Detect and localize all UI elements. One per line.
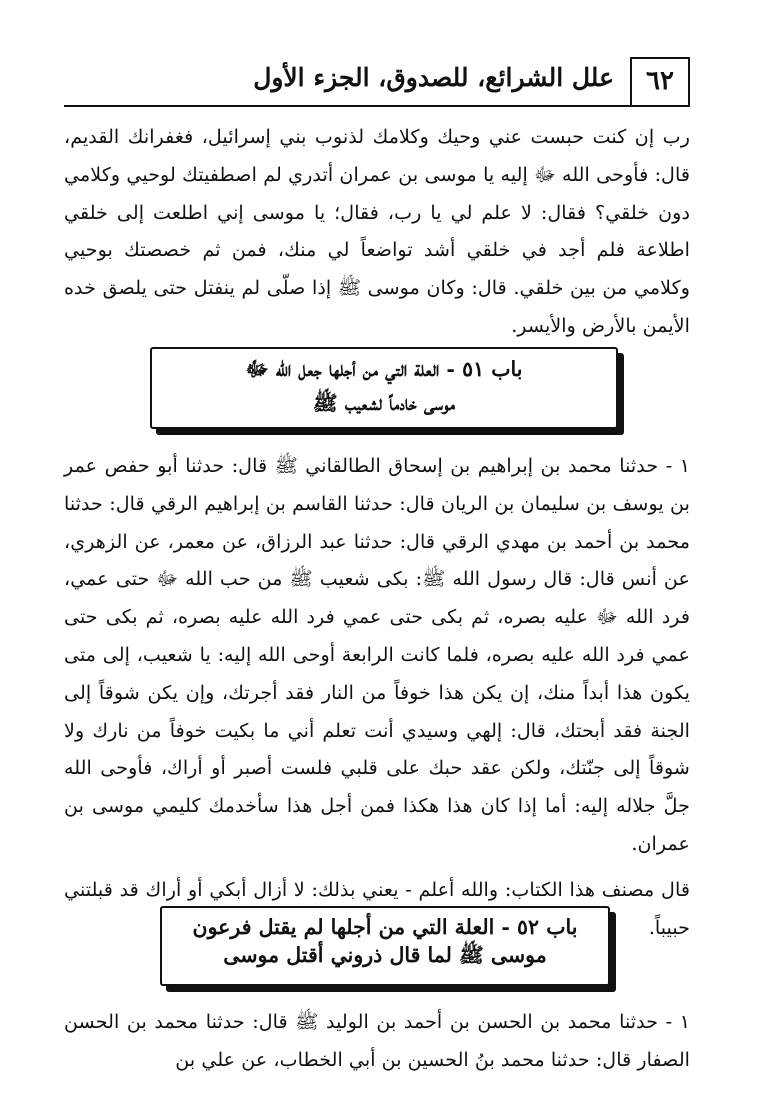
chapter-heading-51 [150,347,618,429]
chapter-title-line-2: موسى ﷺ لما قال ذروني أقتل موسى [223,943,547,967]
paragraph: ١ - حدثنا محمد بن الحسن بن أحمد بن الوليد ﷺ قال: حدثنا محمد بن الحسن الصفار قال: حدثنا محمد بنُ الحسين بن أبي الخطاب، عن علي بن [64,1010,690,1071]
closing-passage [64,1003,690,1079]
chapter-title-line-2: موسى خادماً لشعيب ﷺ [312,391,456,415]
paragraph: رب إن كنت حبست عني وحيك وكلامك لذنوب بني إسرائيل، فغفرانك القديم، قال: فأوحى الله ﷻ إليه يا موسى بن عمران أتدري لم اصطفيتك لوحيي وكلامي دون خلقي؟ فقال: لا علم لي يا رب، فقال؛ يا موسى إني اطلعت إلى خلقي اطلاعة فلم أجد في خلقي أشد تواضعاً لي منك، فمن ثم خصصتك بوحيي وكلامي من بين خلقي. قال: وكان موسى ﷺ إذا صلّى لم ينفتل حتى يلصق خده الأيمن بالأرض والأيسر. [64,125,690,337]
paragraph: قال مصنف هذا الكتاب: والله أعلم - يعني بذلك: لا أزال أبكي أو أراك قد قبلتني حبيباً. [64,877,690,939]
hadith-passage [64,447,690,946]
chapter-title-line-1: باب ٥٢ - العلة التي من أجلها لم يقتل فرعون [192,915,578,939]
chapter-title-line-1: باب ٥١ - العلة التي من أجلها جعل الله ﷻ [245,357,523,381]
running-title: علل الشرائع، للصدوق، الجزء الأول [253,63,614,92]
running-header [64,57,690,107]
page-number: ٦٢ [630,57,690,105]
paragraph: ١ - حدثنا محمد بن إبراهيم بن إسحاق الطالقاني ﷺ قال: حدثنا أبو حفص عمر بن يوسف بن سليمان بن الريان قال: حدثنا القاسم بن إبراهيم الرقي قال: حدثنا محمد بن أحمد بن مهدي الرقي قال: حدثنا عبد الرزاق، عن معمر، عن الزهري، عن أنس قال: قال رسول الله ﷺ: بكى شعيب ﷺ من حب الله ﷻ حتى عمي، فرد الله ﷻ عليه بصره، ثم بكى حتى عمي فرد الله عليه بصره، ثم بكى حتى عمي فرد الله عليه بصره، فلما كانت الرابعة أوحى الله إليه: يا شعيب، إلى متى يكون هذا أبداً منك، إن يكن هذا خوفاً من النار فقد أجرتك، وإن يكن شوقاً إلى الجنة فقد أبحتك، قال: إلهي وسيدي أنت تعلم أني ما بكيت خوفاً من نارك ولا شوقاً إلى جنّتك، ولكن عقد حبك على قلبي فلست أصبر أو أراك، فأوحى الله جلَّ جلاله إليه: أما إذا كان هذا هكذا فمن أجل هذا سأخدمك كليمي موسى بن عمران. [64,454,690,855]
chapter-heading-52 [160,906,610,986]
opening-passage [64,118,690,345]
